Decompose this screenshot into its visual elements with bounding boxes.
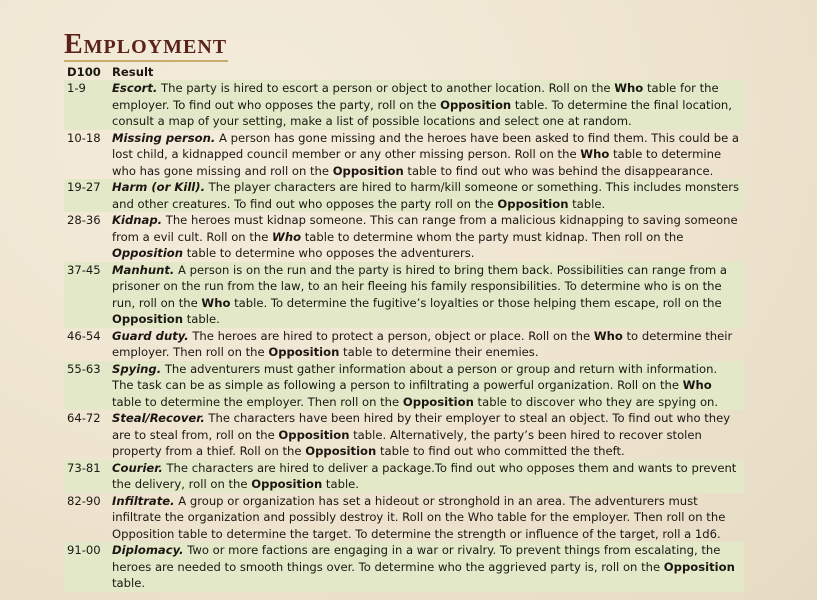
table-reference: Who [201,295,231,310]
result-description: table. [568,196,606,211]
result-description: The characters are hired to deliver a package.To find out who opposes them and wants to prevent the delivery, roll on the [112,460,737,491]
entry-name: Diplomacy. [112,543,184,557]
result-description: The characters have been hired by their employer to steal an object. To find out who they are to steal from, roll on the [112,411,731,442]
entry-name: Missing person. [112,130,216,145]
table-reference: Opposition [663,559,735,574]
table-row [64,361,744,411]
entry-name: Steal/Recover. [112,411,205,425]
result-description: table to determine who has gone missing and roll on the [112,147,722,178]
employment-table [64,64,744,592]
result-description: table to find out who was behind the disappearance. [403,163,714,178]
result-description: A group or organization has set a hideout or stronghold in an area. The adventurers must infiltrate the organization and possibly destroy it. Roll on the Who table for the employer. Then roll on the Opposition table to determine the target. To determine the strength or influence of the target, roll a 1d6. [112,493,726,541]
table-row [64,460,744,493]
result-description: The player characters are hired to harm/kill someone or something. This includes monsters and other creatures. To find out who opposes the party roll on the [112,180,740,211]
table-reference: Opposition [440,97,512,112]
roll-range: 64-72 [67,411,101,425]
table-reference: Opposition [112,246,184,260]
result-description: table. Alternatively, the party’s been hired to recover stolen property from a thief. Roll on the [112,427,702,458]
page-title: Employment [64,29,228,60]
result-column-header: Result [112,65,154,79]
table-row [64,542,744,592]
entry-name: Harm (or Kill). [112,180,205,194]
result-description: to determine their employer. Then roll on the [112,328,733,359]
roll-range: 37-45 [64,262,112,328]
result-description: table to find out who committed the theft. [376,444,625,458]
result-description: table. To determine the final location, consult a map of your setting, make a list of possible locations and select one at random. [112,97,732,128]
entry-name: Courier. [112,460,163,475]
table-row [64,212,744,262]
result-description: table. [183,312,220,326]
table-row [64,410,744,460]
result-text [112,493,744,543]
roll-range: 19-27 [64,179,112,212]
roll-range: 10-18 [67,130,101,145]
table-row [64,130,744,180]
table-reference: Who [682,378,712,392]
roll-range: 28-36 [67,213,101,227]
table-reference: Who [580,147,610,161]
entry-name: Escort. [112,81,158,95]
table-row [64,262,744,328]
result-description: table for the employer. To find out who opposes the party, roll on the [112,81,719,112]
roll-range: 73-81 [64,460,112,493]
result-text [112,80,744,130]
result-description: The heroes must kidnap someone. This can range from a malicious kidnapping to saving someone from a evil cult. Roll on the [112,213,738,244]
result-description: A person has gone missing and the heroes have been asked to find them. This could be a lost child, a kidnapped council member or any other missing person. Roll on the [112,130,740,161]
result-description: table. [322,477,359,491]
table-reference: Opposition [251,477,323,491]
roll-range: 1-9 [64,80,112,130]
result-description: table. To determine the fugitive’s loyalties or those helping them escape, roll on the [230,295,722,310]
entry-name: Guard duty. [112,328,189,343]
result-description: table to determine whom the party must kidnap. Then roll on the [301,229,684,244]
result-description: The heroes are hired to protect a person, object or place. Roll on the [188,328,594,343]
result-text [112,410,744,460]
roll-column-header: D100 [67,65,101,79]
entry-name: Manhunt. [112,262,175,277]
result-description: table to discover who they are spying on. [473,394,719,409]
result-text [112,262,744,328]
table-reference: Opposition [112,312,184,326]
table-row [64,493,744,543]
result-description: The party is hired to escort a person or object to another location. Roll on the [157,81,615,95]
roll-range: 55-63 [64,361,112,411]
entry-name: Spying. [112,361,162,376]
table-header-row [64,64,744,80]
result-text [112,130,744,180]
title-underline [64,60,228,62]
table-reference: Who [272,229,302,244]
result-text [112,212,744,262]
table-reference: Opposition [332,163,404,178]
table-reference: Opposition [278,427,350,442]
table-row [64,179,744,212]
result-text [112,542,744,592]
table-reference: Opposition [497,196,569,211]
table-row [64,80,744,130]
table-reference: Opposition [305,444,377,458]
roll-range: 46-54 [67,328,101,343]
result-description: table to determine the employer. Then roll on the [112,394,403,409]
table-row [64,328,744,361]
table-body [64,80,744,592]
result-text [112,460,744,493]
entry-name: Infiltrate. [112,493,175,508]
result-description: A person is on the run and the party is hired to bring them back. Possibilities can range from a prisoner on the run from the law, to an heir fleeing his family responsibilities. To determine who is on the run, roll on the [112,262,728,310]
page [64,30,744,592]
table-reference: Opposition [402,394,474,409]
result-description: The adventurers must gather information about a person or group and return with information. The task can be as simple as following a person to infiltrating a powerful organization. Roll on the [112,361,718,392]
result-description: table. [112,576,146,590]
roll-range: 91-00 [64,542,112,592]
roll-range: 82-90 [67,493,101,508]
entry-name: Kidnap. [112,213,163,227]
table-reference: Who [614,81,644,95]
table-reference: Opposition [268,345,340,359]
result-description: Two or more factions are engaging in a war or rivalry. To prevent things from escalating, the heroes are needed to smooth things over. To determine who the aggrieved party is, roll on the [112,543,721,574]
result-text [112,179,744,212]
result-description: table to determine their enemies. [339,345,539,359]
result-description: table to determine who opposes the adventurers. [183,246,475,260]
result-text [112,361,744,411]
result-text [112,328,744,361]
table-reference: Who [593,328,623,343]
